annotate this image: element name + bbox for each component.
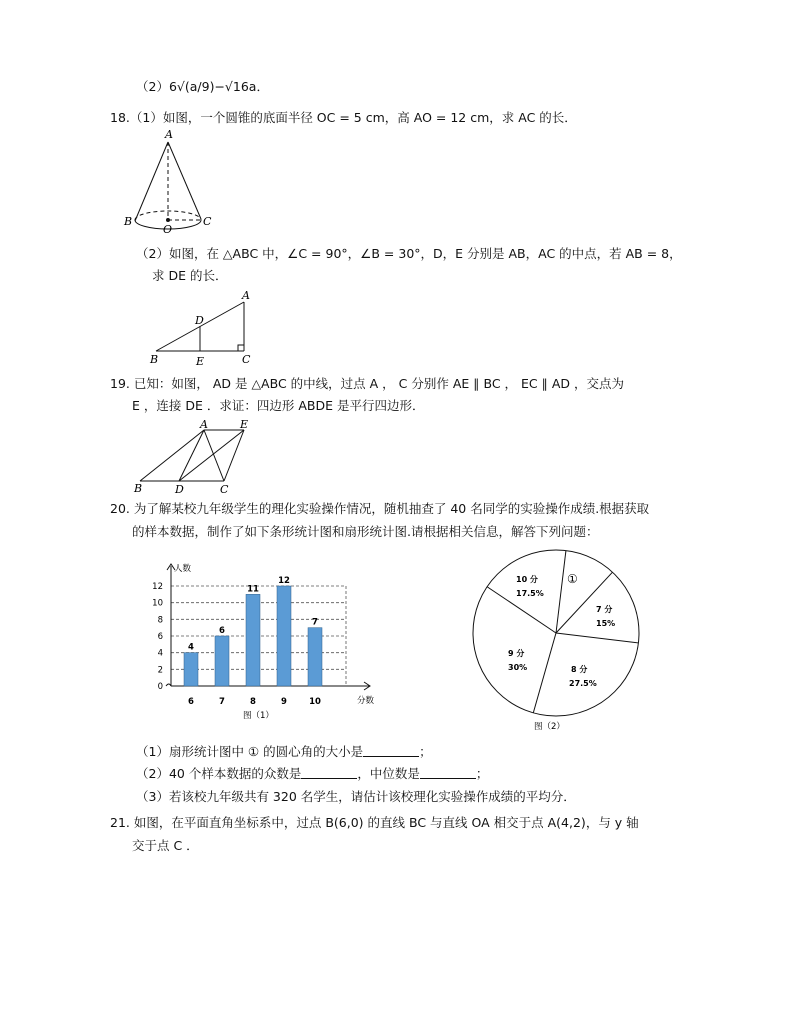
bar-title: 图（1） [243,711,274,721]
tri-label-E: E [196,355,205,368]
bar-8 [246,594,260,686]
pie-chart [470,556,650,741]
pie-slice-boundary-3 [533,633,556,713]
cone-label-B: B [124,215,133,228]
para-label-C: C [220,483,229,496]
bar-category-label-9: 9 [281,697,287,707]
bar-7 [215,636,229,686]
q18-part2-line1: （2）如图，在 △ABC 中，∠C = 90°，∠B = 30°，D，E 分别是 AB，AC 的中点，若 AB = 8， [136,246,682,261]
answer-blank-1[interactable] [363,744,419,757]
bar-ytick-label: 8 [157,615,163,626]
q20-sub2-text: （2）40 个样本数据的众数是 [136,766,302,781]
bar-ytick-label: 4 [157,648,163,659]
bar-xlabel: 分数 [357,696,375,706]
pie-label-circled-1: ① [567,572,578,586]
q20-line2: 的样本数据，制作了如下条形统计图和扇形统计图.请根据相关信息，解答下列问题： [132,524,599,539]
bar-9 [277,586,291,686]
q21-line2: 交于点 C ． [132,838,199,853]
q17-part2: （2）6√(a/9)−√16a． [136,79,269,94]
bar-category-label-7: 7 [219,697,225,707]
bar-ytick-label: 10 [152,598,163,609]
bar-6 [184,653,198,686]
pie-label-9: 9 分 [508,649,525,658]
bar-ytick-label: 2 [157,665,163,676]
para-label-E: E [240,418,249,431]
q20-sub2 [136,766,488,782]
tri-label-B: B [150,353,159,366]
q18-part1: 18.（1）如图，一个圆锥的底面半径 OC = 5 cm，高 AO = 12 cm，求 AC 的长． [110,110,577,125]
parallelogram-figure [132,418,262,496]
para-label-B: B [134,482,143,495]
para-label-A: A [200,418,208,431]
bar-ytick-label: 6 [157,632,163,642]
q20-sub3: （3）若该校九年级共有 320 名学生，请估计该校理化实验操作成绩的平均分． [136,789,576,804]
bar-category-label-10: 10 [309,697,321,707]
pie-title: 图（2） [534,722,565,732]
pie-label-8: 8 分 [571,665,588,674]
answer-blank-2[interactable] [301,766,357,779]
q19-line2: E ，连接 DE ．求证：四边形 ABDE 是平行四边形． [132,398,425,413]
pie-pct-7: 15% [596,619,616,628]
para-label-D: D [175,483,184,496]
cone-label-C: C [203,215,212,228]
answer-blank-3[interactable] [420,766,476,779]
pie-label-10: 10 分 [516,575,538,584]
q20-sub2-mid: ，中位数是 [357,766,420,781]
q20-sub1-end: ； [419,744,432,759]
pie-pct-10: 17.5% [516,589,544,598]
tri-label-D: D [195,314,204,327]
q20-sub2-end: ； [475,766,489,781]
bar-chart [140,560,380,725]
bar-category-label-6: 6 [188,697,194,707]
q21-line1: 21. 如图，在平面直角坐标系中，过点 B(6,0) 的直线 BC 与直线 OA 相交于点 A(4,2)，与 y 轴 [110,815,639,830]
q20-sub1-text: （1）扇形统计图中 ① 的圆心角的大小是 [136,744,364,759]
bar-category-label-8: 8 [250,697,256,707]
cone-figure [122,128,222,236]
cone-label-A: A [165,128,173,141]
tri-label-A: A [242,289,250,302]
right-triangle-figure [146,288,256,368]
pie-pct-9: 30% [508,663,528,672]
bar-value-label-10: 7 [312,617,318,628]
bar-value-label-8: 11 [247,584,259,595]
q20-sub1 [136,744,432,760]
tri-label-C: C [242,353,251,366]
bar-ytick-label: 0 [157,682,163,692]
bar-10 [308,628,322,686]
bar-value-label-9: 12 [278,576,290,586]
pie-slice-boundary-0 [556,551,566,633]
pie-pct-8: 27.5% [569,679,597,688]
q18-part2-line2: 求 DE 的长． [152,268,228,283]
pie-slice-boundary-2 [556,633,638,643]
pie-label-7: 7 分 [596,605,613,614]
q20-line1: 20. 为了解某校九年级学生的理化实验操作情况，随机抽查了 40 名同学的实验操作成绩.根据获取 [110,501,650,516]
bar-value-label-6: 4 [188,642,194,653]
cone-label-O: O [163,223,173,236]
bar-ylabel: 人数 [174,564,192,574]
bar-ytick-label: 12 [152,582,163,592]
q19-line1: 19. 已知：如图， AD 是 △ABC 的中线，过点 A ， C 分别作 AE ∥ BC ， EC ∥ AD ，交点为 [110,376,624,391]
bar-value-label-7: 6 [219,626,225,636]
